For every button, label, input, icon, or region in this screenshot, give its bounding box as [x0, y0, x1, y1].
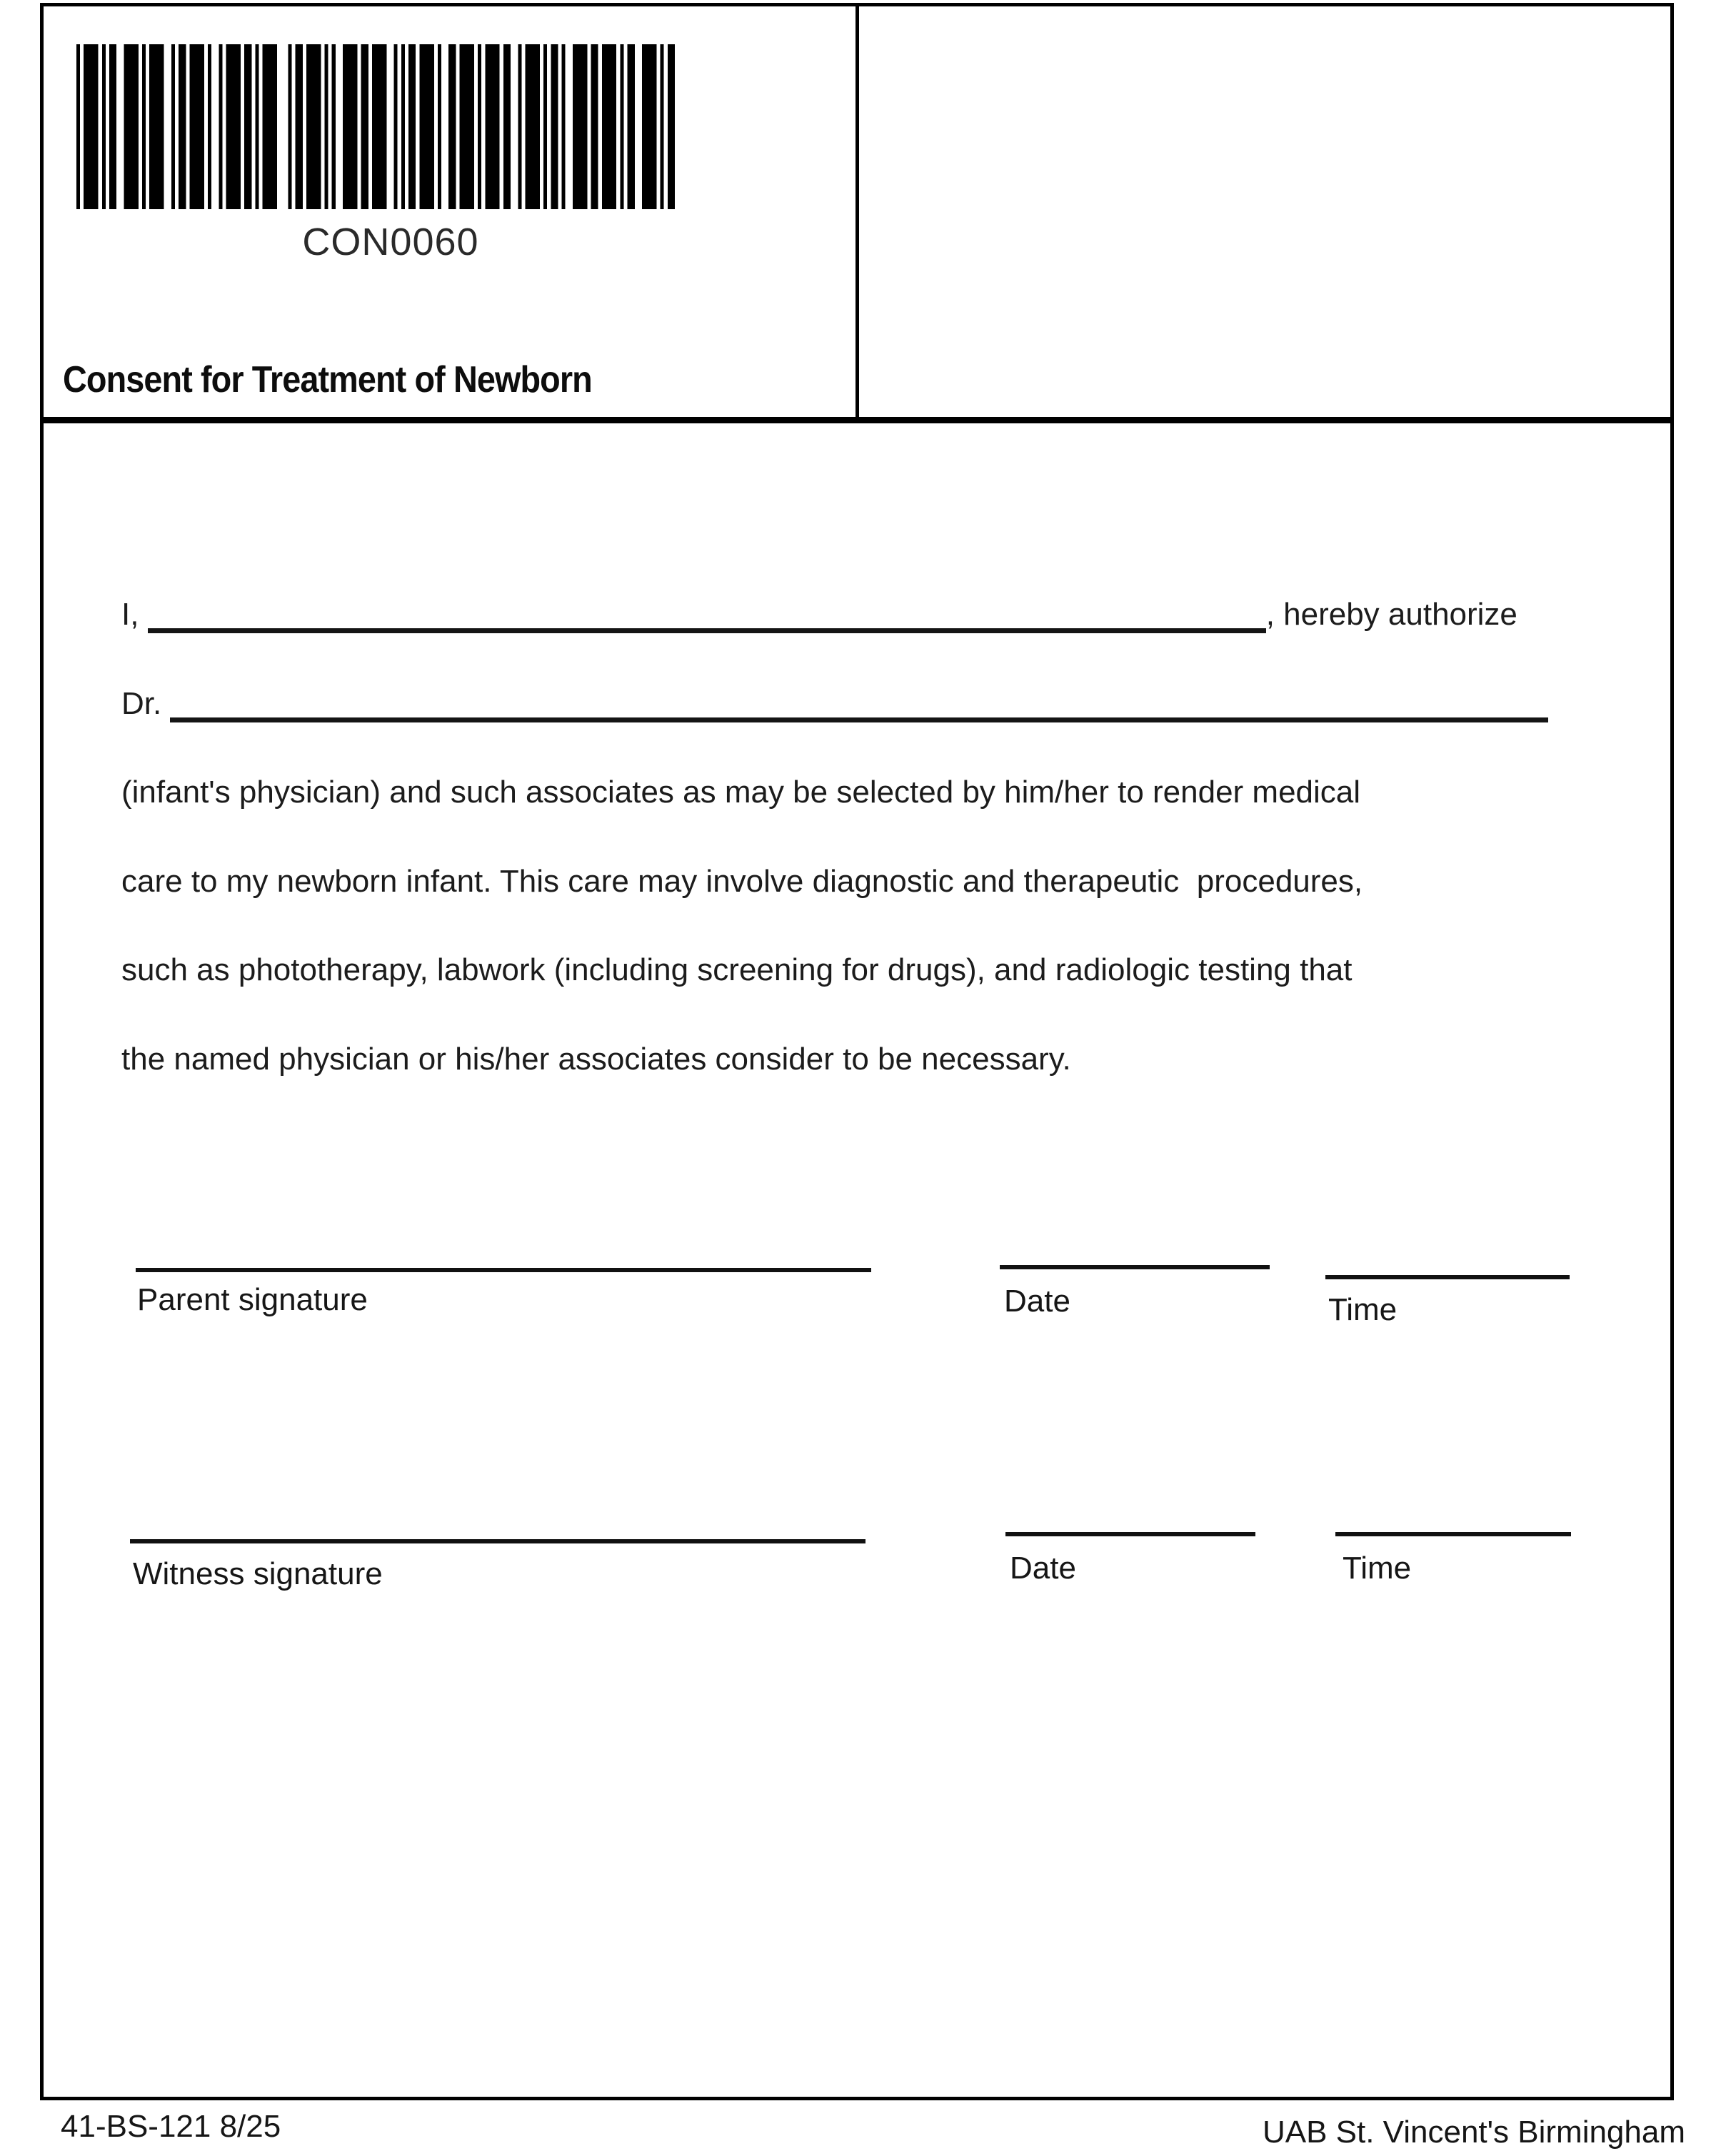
form-number: 41-BS-121 8/25 — [61, 2109, 281, 2144]
parent-date-blank-field[interactable] — [1000, 1265, 1270, 1269]
witness-time-label: Time — [1343, 1551, 1412, 1586]
witness-date-label: Date — [1010, 1551, 1076, 1586]
parent-signature-label: Parent signature — [137, 1282, 368, 1317]
organization-name: UAB St. Vincent's Birmingham — [1262, 2115, 1685, 2150]
consent-line-6: the named physician or his/her associates consider to be necessary. — [121, 1041, 1071, 1077]
witness-date-blank-field[interactable] — [1005, 1532, 1255, 1536]
patient-name-blank-field[interactable] — [148, 628, 1266, 633]
consent-line-4: care to my newborn infant. This care may involve diagnostic and therapeutic procedures, — [121, 863, 1363, 899]
consent-line-5: such as phototherapy, labwork (including screening for drugs), and radiologic testing that — [121, 952, 1353, 987]
barcode — [76, 44, 675, 209]
barcode-label: CON0060 — [302, 221, 479, 263]
parent-time-blank-field[interactable] — [1325, 1275, 1570, 1279]
form-title: Consent for Treatment of Newborn — [63, 359, 592, 401]
consent-paragraph — [121, 595, 1548, 1128]
consent-line1-prefix: I, — [121, 597, 139, 632]
physician-name-blank-field[interactable] — [170, 717, 1548, 722]
consent-line-doctor — [121, 684, 1548, 773]
consent-line2-prefix: Dr. — [121, 685, 162, 721]
parent-signature-blank-field[interactable] — [136, 1268, 871, 1272]
witness-time-blank-field[interactable] — [1335, 1532, 1571, 1536]
parent-date-label: Date — [1004, 1284, 1070, 1319]
consent-line-3: (infant's physician) and such associates as may be selected by him/her to render medical — [121, 775, 1361, 810]
consent-line-authorize — [121, 595, 1548, 684]
witness-signature-label: Witness signature — [133, 1556, 383, 1591]
consent-line1-suffix: , hereby authorize — [1265, 597, 1517, 632]
witness-signature-blank-field[interactable] — [130, 1539, 865, 1543]
header-bottom-divider — [40, 417, 1674, 423]
header-vertical-divider — [856, 3, 859, 423]
parent-time-label: Time — [1328, 1292, 1398, 1327]
